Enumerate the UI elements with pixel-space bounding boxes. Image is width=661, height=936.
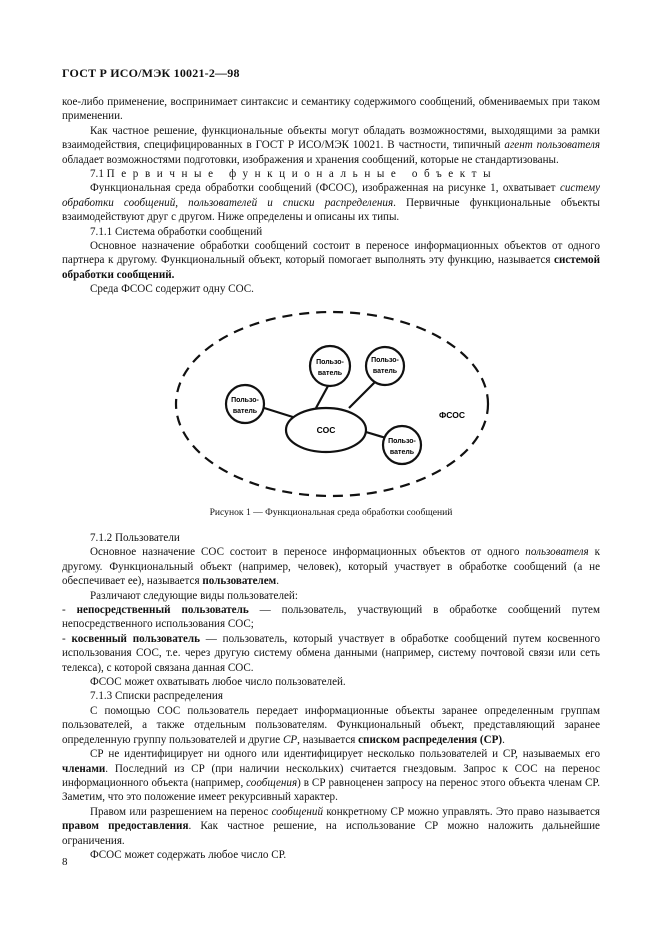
user-label-line1: Пользо- [231, 397, 259, 404]
list-item: - непосредственный пользователь — пользователь, участвующий в обработке сообщений путем непосредственного использования СОС; [62, 604, 600, 631]
paragraph: Основное назначение обработки сообщений состоит в переносе информационных объектов от одного партнера к другому. Функциональный объект, который помогает выполнять эту функцию, называется системой обработки сообщений. [62, 240, 600, 281]
fsos-boundary [176, 312, 488, 496]
link-line [261, 407, 296, 418]
paragraph: Различают следующие виды пользователей: [90, 589, 298, 602]
user-label-line2: ватель [372, 368, 398, 375]
user-label-line2: ватель [317, 370, 343, 377]
paragraph: Среда ФСОС содержит одну СОС. [90, 283, 254, 296]
list-item: - косвенный пользователь — пользователь, который участвует в обработке сообщений путем косвенного использования СОС, т.е. через другую систему обмена данными (например, систему почтовой связи или сеть телекса), с которой связана данная СОС. [62, 632, 600, 674]
fsos-label: ФСОС [439, 410, 465, 420]
link-line [316, 386, 328, 408]
user-label-line2: ватель [389, 449, 415, 456]
user-label-line1: Пользо- [371, 357, 399, 364]
page-number: 8 [62, 856, 68, 868]
user-label-line2: ватель [232, 408, 258, 415]
user-node [310, 346, 350, 386]
section-heading-7-1-2: 7.1.2 Пользователи [90, 532, 180, 544]
link-line [366, 432, 386, 438]
figure-caption: Рисунок 1 — Функциональная среда обработки сообщений [209, 507, 453, 518]
section-heading-7-1: 7.1 Первичные функциональные объекты [90, 168, 498, 181]
paragraph: ФСОС может содержать любое число СР. [90, 848, 287, 861]
bottom-text-block [62, 531, 600, 862]
paragraph: ФСОС может охватывать любое число пользователей. [90, 676, 346, 689]
paragraph: кое-либо применение, воспринимает синтаксис и семантику содержимого сообщений, обмениваемых при таком применении. [62, 96, 600, 123]
page-header: ГОСТ Р ИСО/МЭК 10021-2—98 [62, 66, 240, 80]
paragraph: Правом или разрешением на перенос сообщений конкретному СР можно управлять. Это право называется правом предоставления. Как частное решение, на использование СР можно наложить дальнейшие ограничения. [62, 805, 601, 847]
link-line [349, 382, 375, 408]
user-node [226, 385, 264, 423]
user-label-line1: Пользо- [316, 359, 344, 366]
paragraph: СР не идентифицирует ни одного или идентифицирует несколько пользователей и СР, называемых его членами. Последний из СР (при наличии нескольких) считается гнездовым. Запрос к СОС на перенос информационного объекта (например, сообщения) в СР равноценен запросу на перенос этого объекта членам СР. Заметим, что это положение имеет рекурсивный характер. [62, 748, 600, 804]
paragraph: Как частное решение, функциональные объекты могут обладать возможностями, выходящими за рамки взаимодействия, специфицированных в ГОСТ Р ИСО/МЭК 10021. В частности, типичный агент пользователя обладает возможностями подготовки, изображения и хранения сообщений, которые не стандартизованы. [62, 124, 600, 166]
user-node [383, 426, 421, 464]
paragraph: Функциональная среда обработки сообщений (ФСОС), изображенная на рисунке 1, охватывает систему обработки сообщений, пользователей и списки распределения. Первичные функциональные объекты взаимодействуют друг с другом. Ниже определены и описаны их типы. [62, 182, 601, 224]
paragraph: Основное назначение СОС состоит в переносе информационных объектов от одного пользователя к другому. Функциональный объект (например, человек), который участвует в обработке сообщений (а не обеспечивает ее), называется пользователем. [62, 546, 600, 588]
user-node [366, 347, 404, 385]
paragraph: С помощью СОС пользователь передает информационные объекты заранее определенным группам пользователей, а также отдельным пользователям. Функциональный объект, представляющий заранее определенную группу пользователей и другие СР, называется списком распределения (СР). [62, 704, 600, 746]
section-heading-7-1-3: 7.1.3 Списки распределения [90, 690, 223, 703]
user-label-line1: Пользо- [388, 438, 416, 445]
sos-label: СОС [316, 425, 336, 435]
section-heading-7-1-1: 7.1.1 Система обработки сообщений [90, 225, 263, 238]
